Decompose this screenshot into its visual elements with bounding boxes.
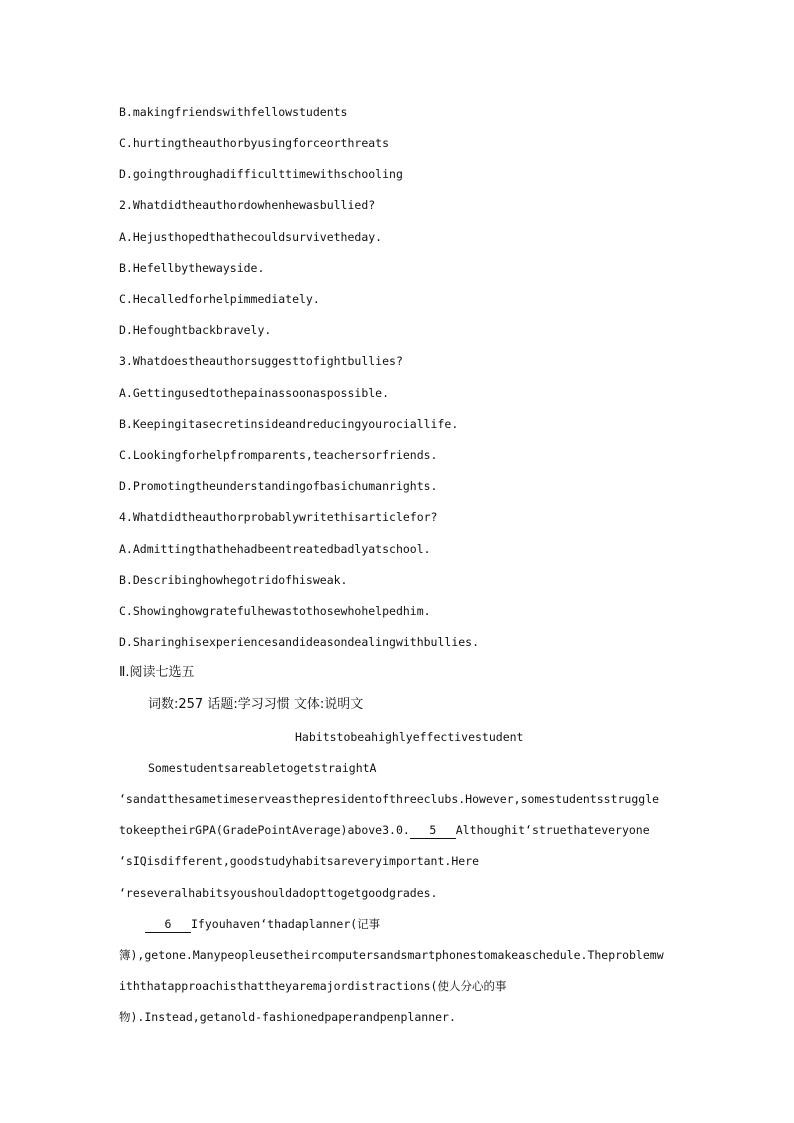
blank-5: 5 — [410, 822, 456, 839]
q2-option-b: B.Hefellbythewayside. — [119, 261, 265, 275]
passage-p2-line2: 簿),getone.Manypeopleusetheircomputersandsmartphonestomakeaschedule.Theproblemw — [119, 948, 664, 962]
q3-option-a: A.Gettingusedtothepainassoonaspossible. — [119, 386, 390, 400]
blank-6: 6 — [145, 916, 191, 933]
q3-option-b: B.Keepingitasecretinsideandreducingyourociallife. — [119, 417, 459, 431]
passage-p1-line3-end: Althoughit‘struethateveryone — [455, 823, 650, 837]
q4-option-c: C.Showinghowgratefulhewastothosewhohelpedhim. — [119, 604, 431, 618]
q2-option-a: A.Hejusthopedthathecouldsurvivetheday. — [119, 230, 383, 244]
passage-p1-line1: SomestudentsareabletogetstraightA — [148, 761, 377, 775]
q1-option-b: B.makingfriendswithfellowstudents — [119, 105, 348, 119]
q2-option-c: C.Hecalledforhelpimmediately. — [119, 292, 320, 306]
q1-option-d: D.goingthroughadifficulttimewithschooling — [119, 167, 403, 181]
q3-option-c: C.Lookingforhelpfromparents,teachersorfriends. — [119, 448, 438, 462]
passage-p1-line5: ‘reseveralhabitsyoushouldadopttogetgoodgrades. — [119, 886, 438, 900]
q1-option-c: C.hurtingtheauthorbyusingforceorthreats — [119, 136, 390, 150]
passage-p2-line3: iththatapproachisthattheyaremajordistractions(使人分心的事 — [119, 979, 507, 993]
q2-stem: 2.Whatdidtheauthordowhenhewasbullied? — [119, 198, 376, 212]
q3-option-d: D.Promotingtheunderstandingofbasichumanrights. — [119, 479, 438, 493]
passage-meta: 词数:257 话题:学习习惯 文体:说明文 — [148, 697, 364, 712]
passage-p1-line4: ‘sIQisdifferent,goodstudyhabitsareveryimportant.Here — [119, 854, 480, 868]
passage-p1-line3 — [119, 822, 650, 839]
section-heading: Ⅱ.阅读七选五 — [119, 665, 195, 680]
passage-title: Habitstobeahighlyeffectivestudent — [295, 730, 524, 744]
passage-p1-line2: ‘sandatthesametimeserveasthepresidentofthreeclubs.However,somestudentsstruggle — [119, 792, 660, 806]
q4-option-a: A.Admittingthathehadbeentreatedbadlyatschool. — [119, 542, 431, 556]
passage-p2-line1-text: Ifyouhaven‘thadaplanner(记事 — [191, 917, 381, 931]
passage-p2-line4: 物).Instead,getanold-fashionedpaperandpenplanner. — [119, 1010, 456, 1024]
q4-stem: 4.Whatdidtheauthorprobablywritethisarticlefor? — [119, 510, 438, 524]
passage-p1-line3-start: tokeeptheirGPA(GradePointAverage)above3.0. — [119, 823, 410, 837]
q4-option-d: D.Sharinghisexperiencesandideasondealingwithbullies. — [119, 635, 480, 649]
q3-stem: 3.Whatdoestheauthorsuggesttofightbullies? — [119, 354, 403, 368]
q2-option-d: D.Hefoughtbackbravely. — [119, 323, 272, 337]
q4-option-b: B.Describinghowhegotridofhisweak. — [119, 573, 348, 587]
passage-p2-line1 — [145, 916, 380, 933]
